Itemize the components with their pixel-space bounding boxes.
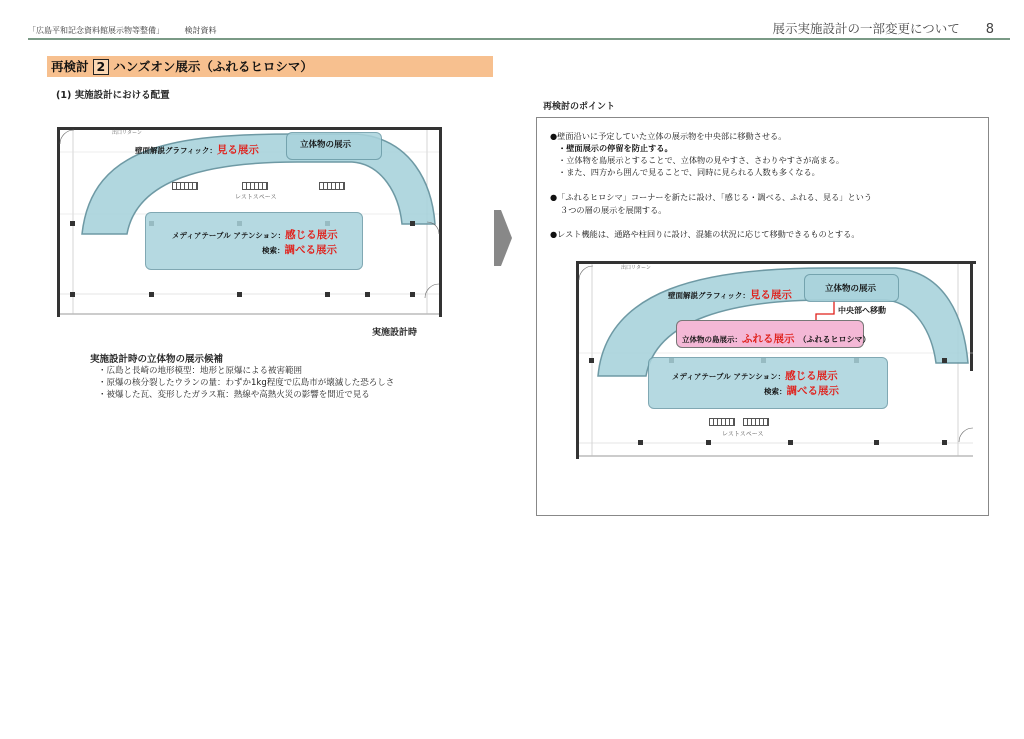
island-display-label: 立体物の島展示：ふれる展示 （ふれるヒロシマ） (682, 333, 871, 345)
media-table-label: メディアテーブル アテンション：感じる展示 (672, 370, 838, 382)
candidate-item: ・広島と長崎の地形模型：地形と原爆による被害範囲 (98, 366, 303, 376)
point-line: ３つの層の展示を展開する。 (560, 205, 667, 215)
rest-bench (743, 418, 769, 426)
rest-space-label: レストスペース (235, 194, 277, 201)
solid-display-label: 立体物の展示 (825, 284, 877, 294)
points-title: 再検討のポイント (543, 102, 616, 112)
wall-graphic-label: 壁面解説グラフィック：見る展示 (668, 289, 792, 301)
point-line: ●レスト機能は、通路や柱回りに設け、混雑の状況に応じて移動できるものとする。 (550, 229, 860, 239)
point-line: ●壁面沿いに予定していた立体の展示物を中央部に移動させる。 (550, 131, 787, 141)
candidate-item: ・被爆した瓦、変形したガラス瓶：熱線や高熱火災の影響を間近で見る (98, 390, 370, 400)
wall-graphic-label: 壁面解説グラフィック：見る展示 (135, 144, 259, 156)
rest-bench (172, 182, 198, 190)
rest-bench (709, 418, 735, 426)
transition-arrow-icon (494, 210, 512, 266)
solid-display-label: 立体物の展示 (300, 140, 352, 150)
title-prefix: 再検討 (51, 59, 89, 74)
move-label: 中央部へ移動 (838, 306, 886, 315)
plan-caption: 実施設計時 (372, 328, 418, 338)
media-table-label: メディアテーブル アテンション：感じる展示 (172, 229, 338, 241)
candidate-item: ・原爆の核分裂したウランの量：わずか1kg程度で広島市が壊滅した恐ろしさ (98, 378, 395, 388)
point-line: ●「ふれるヒロシマ」コーナーを新たに設け、「感じる・調べる、ふれる、見る」という (550, 192, 873, 202)
rest-bench (242, 182, 268, 190)
search-label: 検索：調べる展示 (764, 385, 839, 397)
rest-space-label: レストスペース (722, 431, 764, 438)
title-text: ハンズオン展示（ふれるヒロシマ） (113, 59, 313, 74)
header-section (772, 19, 994, 37)
section-title: 展示実施設計の一部変更について (772, 21, 960, 36)
point-line: ・また、四方から囲んで見ることで、同時に見られる人数も多くなる。 (558, 167, 820, 177)
rest-bench (319, 182, 345, 190)
point-line: ・壁面展示の停留を防止する。 (558, 143, 673, 153)
section-heading: (1) 実施設計における配置 (56, 90, 170, 101)
floor-plan-left (57, 124, 442, 320)
doc-type: 検討資料 (184, 26, 217, 35)
candidates-title: 実施設計時の立体物の展示候補 (90, 354, 224, 365)
page-title (51, 58, 313, 75)
point-line: ・立体物を島展示とすることで、立体物の見やすさ、さわりやすさが高まる。 (558, 155, 845, 165)
entrance-label: 出口リターン (621, 265, 651, 271)
header-divider (28, 38, 1010, 40)
page-number: 8 (985, 22, 994, 37)
entrance-label: 出口リターン (112, 130, 142, 136)
doc-name: 「広島平和記念資料館展示物等整備」 (28, 26, 164, 35)
floor-plan-right (576, 258, 976, 460)
search-label: 検索：調べる展示 (262, 244, 337, 256)
title-number: 2 (93, 59, 110, 75)
header-doc-info (28, 25, 235, 36)
